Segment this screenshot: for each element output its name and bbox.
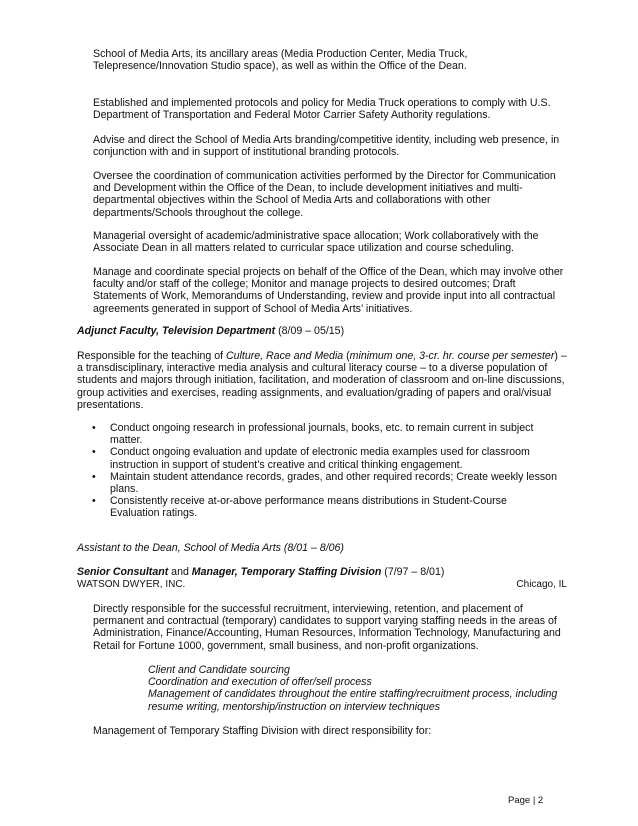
company-name: WATSON DWYER, INC. <box>77 579 186 590</box>
adjunct-bullet-list <box>77 422 557 520</box>
company-location: Chicago, IL <box>516 579 567 590</box>
list-item <box>77 422 557 446</box>
adjunct-dates: (8/09 – 05/15) <box>275 325 345 337</box>
bullet-icon: • <box>92 495 96 508</box>
temp-staffing-intro: Management of Temporary Staffing Division with direct responsibility for: <box>93 725 432 737</box>
bullet-icon: • <box>92 446 96 459</box>
list-item <box>77 471 557 495</box>
watson-responsibility: Directly responsible for the successful recruitment, interviewing, retention, and placement of permanent and contractual (temporary) candidates to support varying staffing needs in the areas of Administration, Finance/Accounting, Human Resources, Information Technology, Manufacturing and Retail for Fortune 1000, government, small business, and non-profit organizations. <box>93 603 561 652</box>
watson-title2: Manager, Temporary Staffing Division <box>191 566 382 578</box>
bullet-text: Consistently receive at-or-above performance means distributions in Student-Course Evaluation ratings. <box>110 495 507 520</box>
list-item: Client and Candidate sourcing <box>148 664 290 676</box>
bullet-text: Maintain student attendance records, grades, and other required records; Create weekly lesson plans. <box>110 470 557 496</box>
bullet-icon: • <box>92 470 96 483</box>
resp-text-post: ) – a transdisciplinary, interactive media analysis and cultural literacy course – to a diverse population of students and majors through initiation, facilitation, and moderation of classroom and on-line discussions, group activities and exercises, reading assignments, and evaluation/grading of papers and oral/visual presentations. <box>77 350 567 411</box>
paragraph-communication-coordination: Oversee the coordination of communication activities performed by the Director for Communication and Development within the Office of the Dean, to include development initiatives and multi-departmental objectives within the School of Media Arts and collaborations with other departments/Schools throughout the college. <box>93 170 556 219</box>
watson-heading <box>77 566 567 578</box>
resp-text-pre: Responsible for the teaching of <box>77 350 226 362</box>
bullet-icon: • <box>92 422 96 434</box>
list-item: Coordination and execution of offer/sell process <box>148 676 372 689</box>
course-name: Culture, Race and Media <box>226 350 344 362</box>
watson-and: and <box>168 566 192 578</box>
paragraph-media-arts-areas: School of Media Arts, its ancillary areas (Media Production Center, Media Truck, Telepresence/Innovation Studio space), as well as within the Office of the Dean. <box>93 48 468 73</box>
adjunct-responsibility <box>77 350 567 411</box>
adjunct-heading <box>77 325 567 337</box>
bullet-text: Conduct ongoing evaluation and update of electronic media examples used for classroom instruction in support of student’s creative and critical thinking engagement. <box>110 446 530 471</box>
list-item: Management of candidates throughout the entire staffing/recruitment process, including resume writing, mentorship/instruction on interview techniques <box>148 688 558 713</box>
list-item <box>77 495 557 519</box>
assistant-heading: Assistant to the Dean, School of Media Arts (8/01 – 8/06) <box>77 542 344 554</box>
adjunct-title: Adjunct Faculty, Television Department <box>77 325 276 337</box>
list-item <box>77 446 557 470</box>
duties-list <box>148 664 568 713</box>
paragraph-branding: Advise and direct the School of Media Arts branding/competitive identity, including web presence, in conjunction with and in support of institutional branding protocols. <box>93 134 560 159</box>
course-note: minimum one, 3-cr. hr. course per semester <box>349 350 555 362</box>
page-number: Page | 2 <box>508 795 544 806</box>
watson-title1: Senior Consultant <box>77 566 169 578</box>
watson-dates: (7/97 – 8/01) <box>381 566 445 578</box>
paragraph-space-allocation: Managerial oversight of academic/administrative space allocation; Work collaboratively with the Associate Dean in all matters related to curricular space utilization and course scheduling. <box>93 230 539 255</box>
paragraph-special-projects: Manage and coordinate special projects on behalf of the Office of the Dean, which may involve other faculty and/or staff of the college; Monitor and manage projects to desired outcomes; Draft Statements of Work, Memorandums of Understanding, review and provide input into all contractual agreements generated in support of School of Media Arts’ initiatives. <box>93 266 564 315</box>
resp-paren: ( <box>343 350 350 362</box>
paragraph-media-truck-protocols: Established and implemented protocols and policy for Media Truck operations to comply with U.S. Department of Transportation and Federal Motor Carrier Safety Authority regulations. <box>93 97 551 122</box>
company-line <box>77 579 567 591</box>
bullet-text: Conduct ongoing research in professional journals, books, etc. to remain current in subject matter. <box>110 422 534 447</box>
